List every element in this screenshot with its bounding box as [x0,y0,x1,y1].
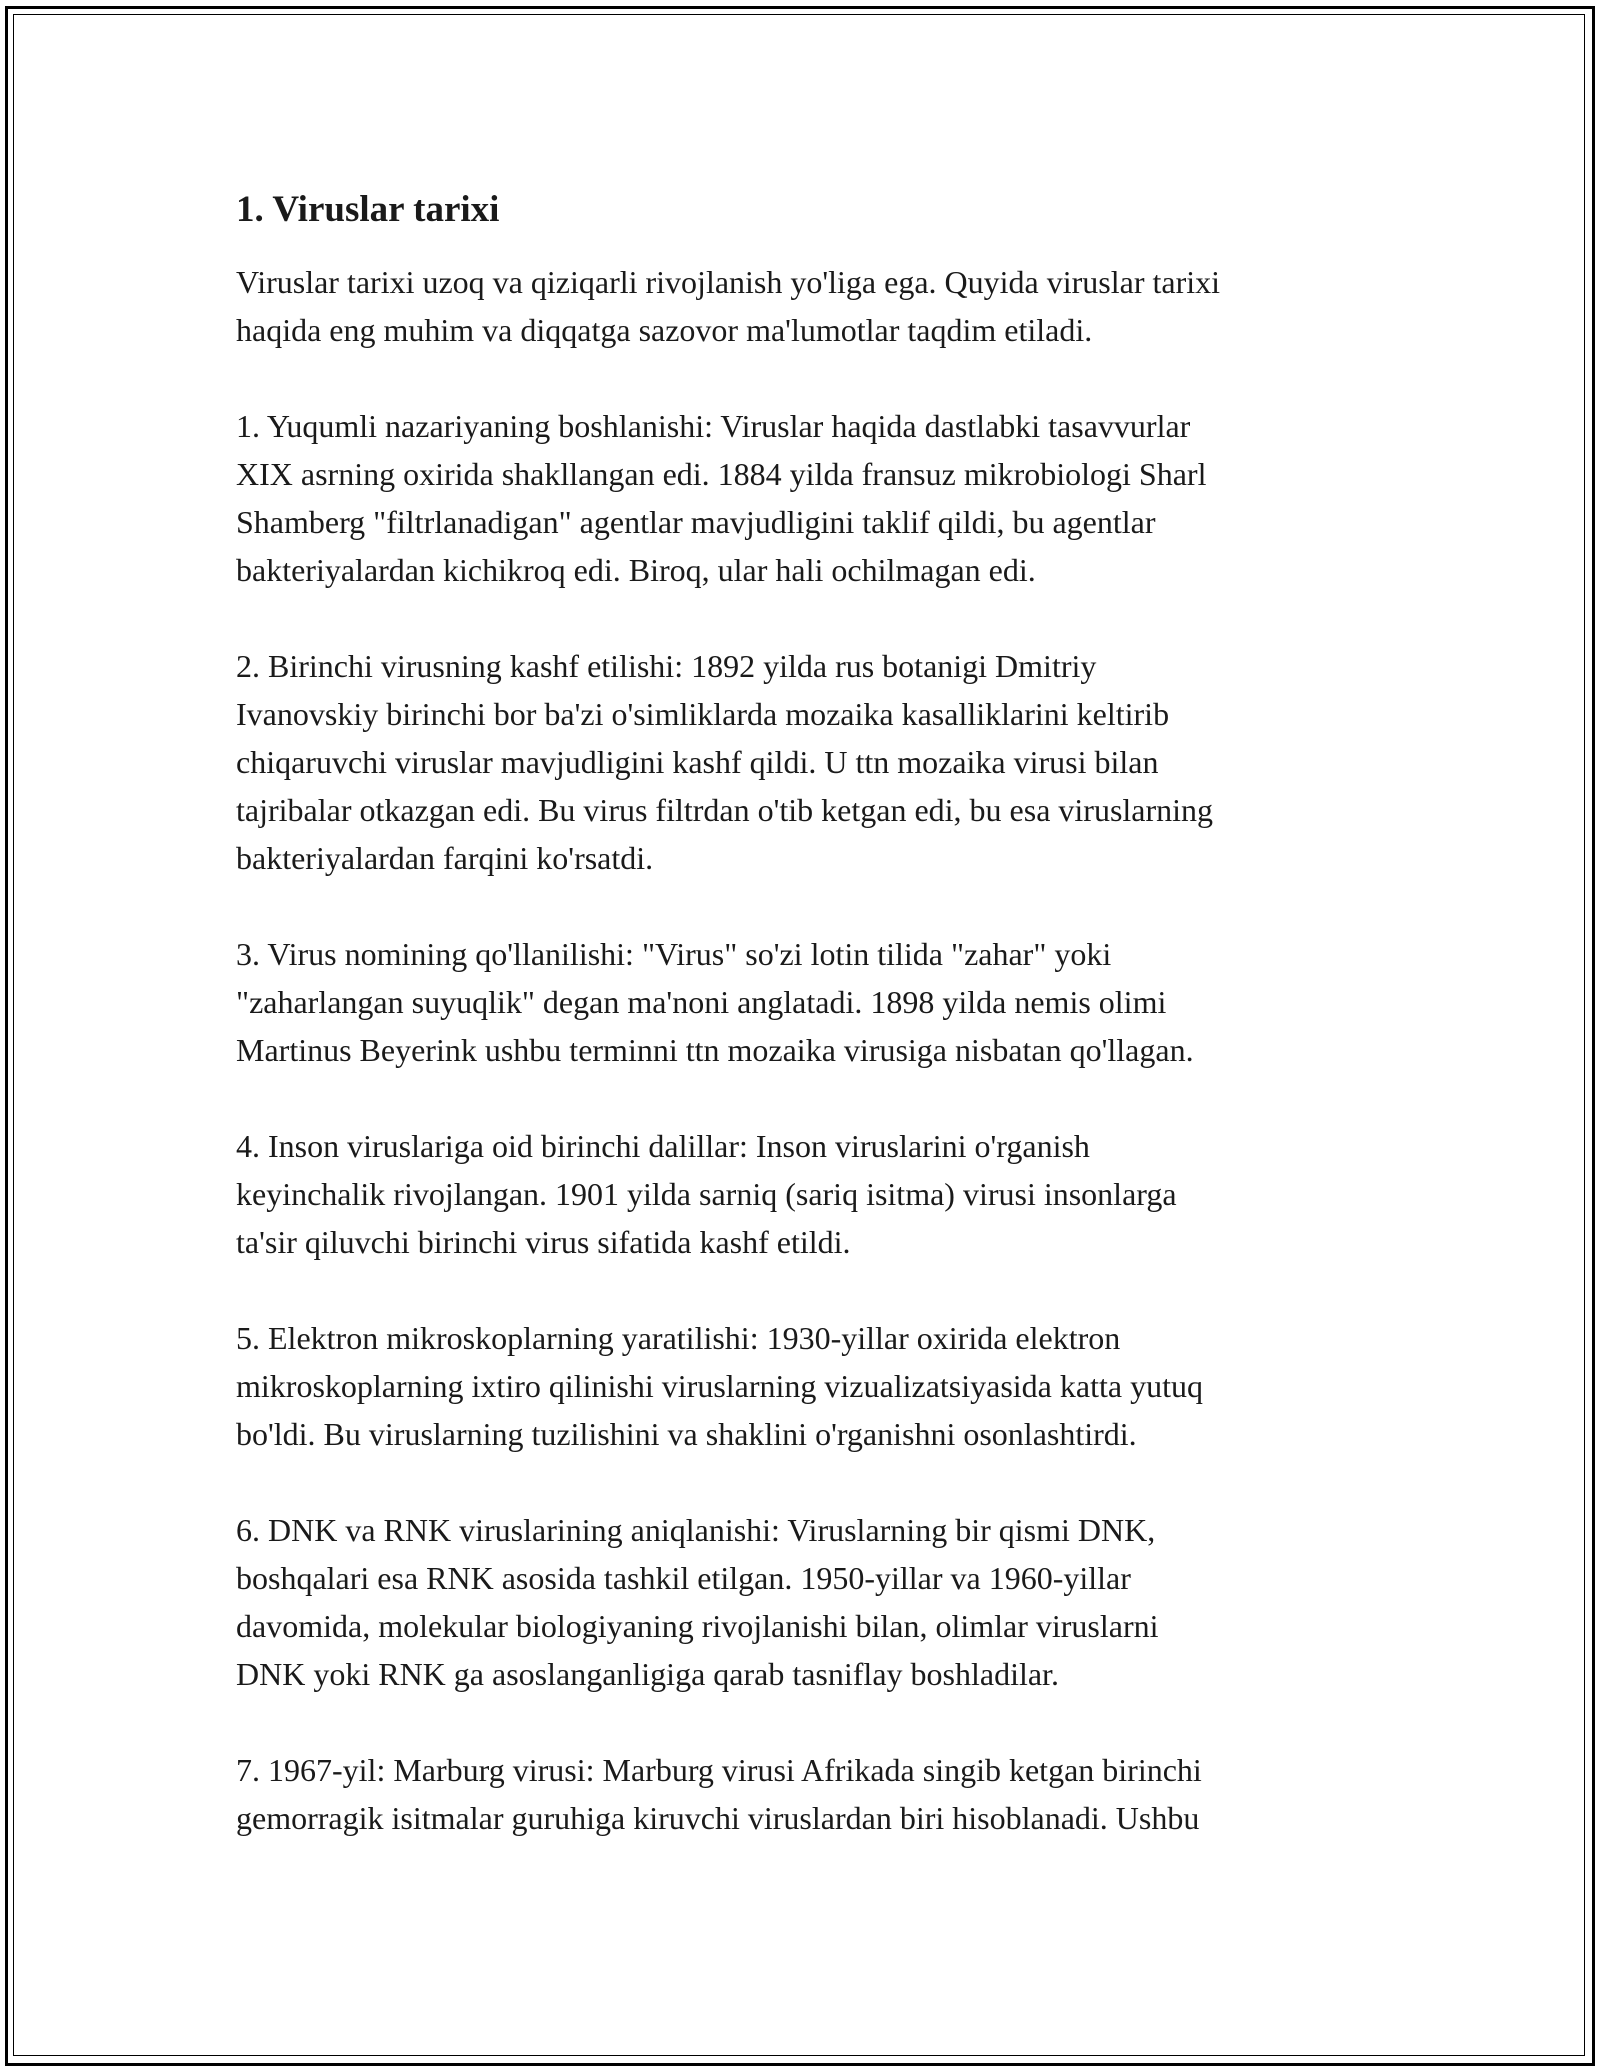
text-line: 3. Virus nomining qo'llanilishi: "Virus" so'zi lotin tilida "zahar" yoki [236,936,1112,972]
text-line: XIX asrning oxirida shakllangan edi. 1884 yilda fransuz mikrobiologi Sharl [236,456,1207,492]
text-line: Martinus Beyerink ushbu terminni ttn mozaika virusiga nisbatan qo'llagan. [236,1032,1194,1068]
text-line: keyinchalik rivojlangan. 1901 yilda sarniq (sariq isitma) virusi insonlarga [236,1176,1177,1212]
text-line: bakteriyalardan farqini ko'rsatdi. [236,840,654,876]
document-body [236,186,1396,1890]
text-line: haqida eng muhim va diqqatga sazovor ma'lumotlar taqdim etiladi. [236,312,1093,348]
text-line: DNK yoki RNK ga asoslanganligiga qarab tasniflay boshladilar. [236,1656,1059,1692]
history-item-paragraph [236,1506,1396,1698]
text-line: davomida, molekular biologiyaning rivojlanishi bilan, olimlar viruslarni [236,1608,1159,1644]
history-item-paragraph [236,402,1396,594]
text-line: Shamberg "filtrlanadigan" agentlar mavjudligini taklif qildi, bu agentlar [236,504,1156,540]
text-line: mikroskoplarning ixtiro qilinishi viruslarning vizualizatsiyasida katta yutuq [236,1368,1203,1404]
document-title: 1. Viruslar tarixi [236,189,500,230]
text-line: chiqaruvchi viruslar mavjudligini kashf qildi. U ttn mozaika virusi bilan [236,744,1159,780]
text-line: boshqalari esa RNK asosida tashkil etilgan. 1950-yillar va 1960-yillar [236,1560,1131,1596]
intro-paragraph [236,258,1396,354]
text-line: 6. DNK va RNK viruslarining aniqlanishi: Viruslarning bir qismi DNK, [236,1512,1156,1548]
text-line: bo'ldi. Bu viruslarning tuzilishini va shaklini o'rganishni osonlashtirdi. [236,1416,1137,1452]
history-item-paragraph [236,1746,1396,1842]
text-line: bakteriyalardan kichikroq edi. Biroq, ular hali ochilmagan edi. [236,552,1036,588]
text-line: 2. Birinchi virusning kashf etilishi: 1892 yilda rus botanigi Dmitriy [236,648,1097,684]
history-item-paragraph [236,930,1396,1074]
paragraph-list [236,258,1396,1842]
history-item-paragraph [236,642,1396,882]
text-line: gemorragik isitmalar guruhiga kiruvchi viruslardan biri hisoblanadi. Ushbu [236,1800,1200,1836]
text-line: ta'sir qiluvchi birinchi virus sifatida kashf etildi. [236,1224,851,1260]
text-line: Ivanovskiy birinchi bor ba'zi o'simliklarda mozaika kasalliklarini keltirib [236,696,1170,732]
text-line: 1. Yuqumli nazariyaning boshlanishi: Viruslar haqida dastlabki tasavvurlar [236,408,1191,444]
history-item-paragraph [236,1314,1396,1458]
text-line: 7. 1967-yil: Marburg virusi: Marburg virusi Afrikada singib ketgan birinchi [236,1752,1202,1788]
text-line: 5. Elektron mikroskoplarning yaratilishi: 1930-yillar oxirida elektron [236,1320,1121,1356]
history-item-paragraph [236,1122,1396,1266]
text-line: Viruslar tarixi uzoq va qiziqarli rivojlanish yo'liga ega. Quyida viruslar tarixi [236,264,1221,300]
text-line: tajribalar otkazgan edi. Bu virus filtrdan o'tib ketgan edi, bu esa viruslarning [236,792,1214,828]
text-line: 4. Inson viruslariga oid birinchi dalillar: Inson viruslarini o'rganish [236,1128,1090,1164]
text-line: "zaharlangan suyuqlik" degan ma'noni anglatadi. 1898 yilda nemis olimi [236,984,1167,1020]
